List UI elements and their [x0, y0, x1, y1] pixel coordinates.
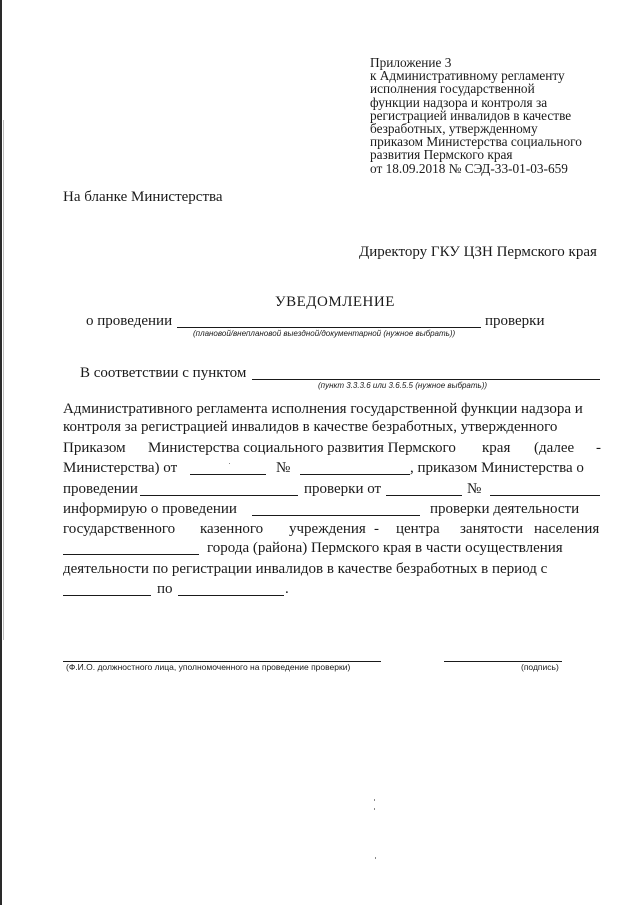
body-line-5-conduct: проведении [63, 481, 138, 497]
period-end-blank [178, 595, 284, 596]
letterhead-note: На бланке Министерства [63, 189, 223, 205]
official-name-caption: (Ф.И.О. должностного лица, уполномоченного на проведение проверки) [66, 662, 351, 672]
body-line-2: контроля за регистрацией инвалидов в качестве безработных, утвержденного [63, 419, 558, 435]
appendix-line: безработных, утвержденному [370, 121, 538, 137]
body-line-4-from: Министерства) от [63, 460, 178, 476]
body-line-7-institution: учреждения [289, 521, 366, 537]
appendix-line: исполнения государственной [370, 81, 535, 97]
body-line-7-population: населения [534, 521, 600, 537]
center-name-blank [63, 554, 199, 555]
inspection-type-blank [177, 327, 481, 328]
body-line-3-dash: - [596, 440, 601, 456]
order-date-blank [190, 474, 266, 475]
scan-edge-left [0, 0, 2, 905]
appendix-line: развития Пермского края [370, 147, 513, 163]
appendix-line: Приложение 3 [370, 55, 452, 70]
order-number-blank [300, 474, 410, 475]
body-line-4-number-sign: № [276, 460, 291, 476]
body-line-5-number-sign: № [467, 481, 482, 497]
reference-prefix: В соответствии с пунктом [80, 365, 247, 381]
signature-caption: (подпись) [521, 662, 559, 672]
scan-speck [229, 463, 230, 464]
appendix-line: к Административному регламенту [370, 68, 565, 84]
scan-speck [374, 799, 375, 801]
body-line-6-activity: проверки деятельности [430, 501, 580, 517]
body-line-9: деятельности по регистрации инвалидов в качестве безработных в период с [63, 561, 548, 577]
scan-speck [374, 808, 375, 810]
body-line-3-word: Приказом [63, 440, 126, 456]
appendix-line: приказом Министерства социального [370, 134, 582, 150]
clause-number-hint: (пункт 3.3.3.6 или 3.6.5.5 (нужное выбрать)) [318, 381, 488, 390]
body-line-3-kray: края [482, 440, 511, 456]
body-line-7-center: центра [396, 521, 440, 537]
body-line-4-second-order: , приказом Министерства о [410, 460, 584, 476]
body-line-7-treasury: казенного [200, 521, 264, 537]
inspection-order-date-blank [386, 495, 462, 496]
document-title: УВЕДОМЛЕНИЕ [275, 294, 395, 310]
appendix-block [370, 56, 582, 175]
body-line-10-to: по [157, 581, 173, 597]
body-line-5-inspection-from: проверки от [304, 481, 382, 497]
inspection-type-hint: (плановой/внеплановой выездной/документарной (нужное выбрать)) [193, 329, 456, 338]
body-line-3-ministry: Министерства социального развития Пермского [148, 440, 456, 456]
subject-prefix: о проведении [86, 313, 173, 329]
body-line-10-period: . [285, 581, 289, 597]
appendix-line: функции надзора и контроля за [370, 94, 548, 110]
scan-edge-shadow [3, 120, 4, 640]
body-line-7-dash: - [374, 521, 379, 537]
clause-number-blank [252, 379, 600, 380]
appendix-line: регистрацией инвалидов в качестве [370, 107, 572, 123]
body-line-6-inform: информирую о проведении [63, 501, 237, 517]
addressee: Директору ГКУ ЦЗН Пермского края [359, 244, 597, 260]
inspection-kind-blank [252, 515, 420, 516]
body-line-3-further: (далее [534, 440, 575, 456]
scan-speck [375, 857, 376, 859]
body-line-7-employment: занятости [460, 521, 523, 537]
body-line-7-state: государственного [63, 521, 176, 537]
inspection-order-blank [140, 495, 298, 496]
body-line-8: города (района) Пермского края в части осуществления [207, 540, 563, 556]
period-start-blank [63, 595, 151, 596]
appendix-line: от 18.09.2018 № СЭД-33-01-03-659 [370, 160, 568, 176]
body-line-1: Административного регламента исполнения государственной функции надзора и [63, 401, 583, 417]
subject-suffix: проверки [485, 313, 545, 329]
inspection-order-number-blank [490, 495, 600, 496]
